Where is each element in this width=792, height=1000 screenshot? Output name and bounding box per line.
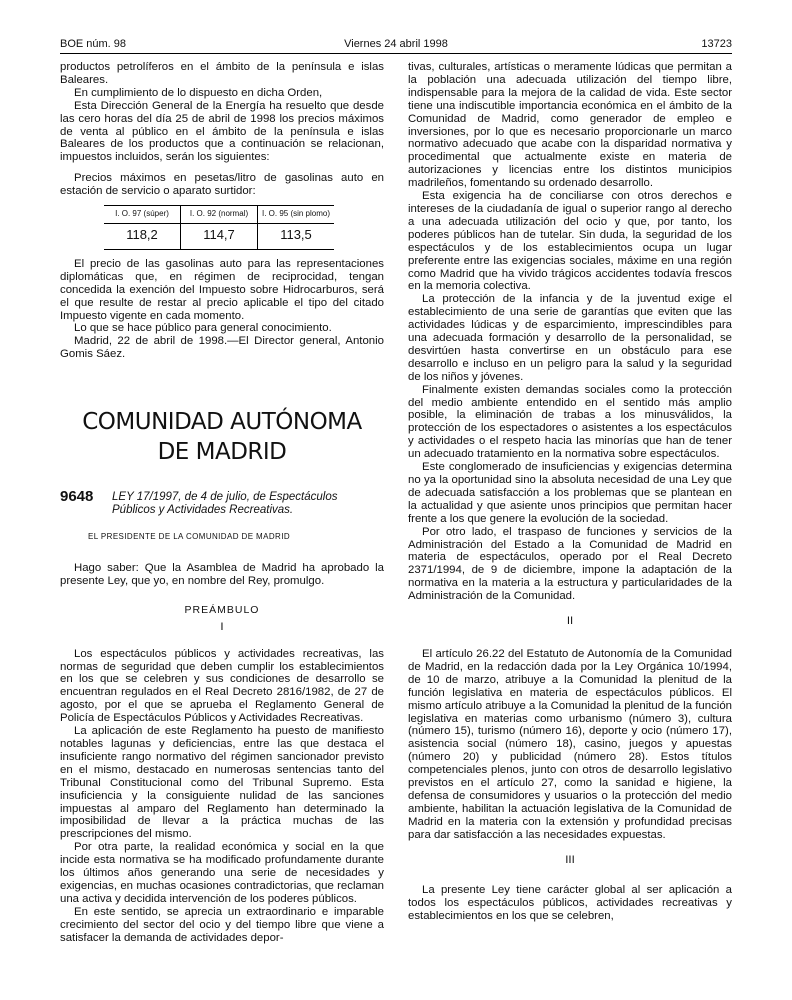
paragraph: La protección de la infancia y de la juventud exige el establecimiento de una serie de garantías que eviten que las actividades lúdicas y de esparcimiento, imprescindibles para una adecuada formación y desarrollo de la personalidad, se desvirtúen hasta convertirse en un obstáculo para ese desarrollo e incluso en un peligro para la salud y la seguridad de los niños y jóvenes. <box>408 293 732 383</box>
price-value: 114,7 <box>181 223 258 249</box>
roman-numeral: II <box>566 615 574 628</box>
price-table-header: I. O. 97 (súper) <box>104 206 181 224</box>
paragraph: La aplicación de este Reglamento ha puesto de manifiesto notables lagunas y deficiencias, entre las que destaca el insuficiente rango normativo del régimen sancionador previsto en el mismo, destacado en numerosas sentencias tanto del Tribunal Constitucional como del Tribunal Supremo. Esta insuficiencia y la consiguiente nulidad de las sanciones impuestas al amparo del Reglamento han determinado la imposibilidad de llevar a la práctica muchas de las prescripciones del mismo. <box>60 725 384 841</box>
paragraph: Este conglomerado de insuficiencias y exigencias determina no ya la oportunidad sino la absoluta necesidad de una Ley que de adecuada satisfacción a los problemas que se plantean en la actualidad y que asiente unos principios que permitan hacer frente a los que genere la evolución de la sociedad. <box>408 461 732 525</box>
paragraph: Hago saber: Que la Asamblea de Madrid ha aprobado la presente Ley, que yo, en nombre del Rey, promulgo. <box>60 562 384 587</box>
price-value: 118,2 <box>126 226 158 242</box>
paragraph: Por otra parte, la realidad económica y social en la que incide esta normativa se ha modificado profundamente durante los últimos años generando una serie de necesidades y exigencias, en muchas ocasiones contradictorias, que reclaman una activa y decidida intervención de los poderes públicos. <box>60 841 384 905</box>
law-number: 9648 <box>60 488 94 506</box>
issue-date: Viernes 24 abril 1998 <box>344 38 448 50</box>
paragraph: productos petrolíferos en el ámbito de la península e islas Baleares. <box>60 61 384 86</box>
price-table-value-row <box>104 223 334 249</box>
president-line: EL PRESIDENTE DE LA COMUNIDAD DE MADRID <box>88 532 291 542</box>
signature-line: Madrid, 22 de abril de 1998.—El Director general, Antonio Gomis Sáez. <box>60 335 384 361</box>
law-title: LEY 17/1997, de 4 de julio, de Espectáculos Públicos y Actividades Recreativas. <box>112 491 338 517</box>
roman-numeral: I <box>220 620 224 633</box>
price-table-caption: Precios máximos en pesetas/litro de gasolinas auto en estación de servicio o aparato surtidor: <box>60 172 384 198</box>
section-heading <box>60 407 384 467</box>
price-table <box>104 205 334 250</box>
paragraph: El artículo 26.22 del Estatuto de Autonomía de la Comunidad de Madrid, en la redacción dada por la Ley Orgánica 10/1994, de 10 de marzo, atribuye a la Comunidad la plenitud de la función legislativa en materia de espectáculos públicos. El mismo artículo atribuye a la Comunidad la plenitud de la función legislativa en materias como urbanismo (número 3), cultura (número 15), turismo (número 16), deporte y ocio (número 17), asistencia social (número 18), casino, juegos y apuestas (número 20) y publicidad (número 28). Estos títulos competenciales plenos, junto con otros de desarrollo legislativo previstos en el artículo 27, como la sanidad e higiene, la defensa de consumidores y usuarios o la protección del medio ambiente, habilitan la actuación legislativa de la Comunidad de Madrid en la materia con la extensión y profundidad precisas para dar satisfacción a las necesidades expuestas. <box>408 647 732 841</box>
price-table-header: I. O. 95 (sin plomo) <box>258 206 335 224</box>
community-heading-line2: DE MADRID <box>157 439 287 466</box>
paragraph: tivas, culturales, artísticas o meramente lúdicas que permitan a la población una adecuada utilización del tiempo libre, indispensable para la mejora de la calidad de vida. Este sector tiene una indiscutible importancia económica en el ámbito de la Comunidad de Madrid, como generador de empleo e inversiones, por lo que es necesario proporcionarle un marco normativo adecuado que acabe con la disparidad normativa y procedimental que actualmente existe en materia de autorizaciones y licencias entre los distintos municipios madrileños, fomentando su ordenado desarrollo. <box>408 61 732 190</box>
page-header <box>60 38 732 52</box>
law-entry <box>60 488 384 517</box>
paragraph: En este sentido, se aprecia un extraordinario e imparable crecimiento del sector del ocio y del tiempo libre que viene a satisfacer la demanda de actividades depor- <box>60 905 384 944</box>
paragraph: En cumplimiento de lo dispuesto en dicha Orden, <box>74 86 323 99</box>
page-number: 13723 <box>701 38 732 50</box>
right-column <box>408 61 732 923</box>
community-heading-line1: COMUNIDAD AUTÓNOMA <box>82 409 362 436</box>
journal-issue: BOE núm. 98 <box>60 38 127 50</box>
paragraph: Por otro lado, el traspaso de funciones y servicios de la Administración del Estado a la Comunidad de Madrid en materia de espectáculos, operado por el Real Decreto 2371/1994, de 9 de diciembre, impone la adaptación de la normativa en la materia a la estructura y particularidades de la Administración de la Comunidad. <box>408 525 732 603</box>
price-table-header-row <box>104 206 334 224</box>
paragraph: Finalmente existen demandas sociales como la protección del medio ambiente entendido en el sentido más amplio posible, la eliminación de trabas a los minusválidos, la protección de los espectadores o asistentes a los espectáculos y actividades o el respeto hacia las minorías que han de tener un adecuado tratamiento en la normativa sobre espectáculos. <box>408 383 732 461</box>
paragraph: El precio de las gasolinas auto para las representaciones diplomáticas que, en régimen de reciprocidad, tengan concedida la exención del Impuesto sobre Hidrocarburos, será el que resulte de restar al precio aplicable el tipo del citado Impuesto vigente en cada momento. <box>60 257 384 322</box>
price-value: 113,5 <box>258 223 335 249</box>
paragraph: Esta Dirección General de la Energía ha resuelto que desde las cero horas del día 25 de abril de 1998 los precios máximos de venta al público en el ámbito de la península e islas Baleares de los productos que a continuación se relacionan, impuestos incluidos, serán los siguientes: <box>60 99 384 164</box>
paragraph: Los espectáculos públicos y actividades recreativas, las normas de seguridad que deben cumplir los establecimientos en los que se celebren y sus condiciones de desarrollo se encuentran regulados en el Real Decreto 2816/1982, de 27 de agosto, por el que se aprueba el Reglamento General de Policía de Espectáculos Públicos y Actividades Recreativas. <box>60 647 384 725</box>
paragraph: Lo que se hace público para general conocimiento. <box>74 322 332 335</box>
roman-numeral: III <box>565 853 575 866</box>
preamble-title: PREÁMBULO <box>184 603 260 616</box>
header-rule <box>60 53 732 54</box>
price-table-header: I. O. 92 (normal) <box>181 206 258 224</box>
left-column <box>60 61 384 945</box>
paragraph: Esta exigencia ha de conciliarse con otros derechos e intereses de la ciudadanía de igual o superior rango al derecho a una adecuada utilización del ocio y que, por tanto, los poderes públicos han de tutelar. Sin duda, la seguridad de los espectáculos y de los establecimientos ocupa un lugar preferente entre las exigencias sociales, máxime en una región como Madrid que ha vivido trágicos accidentes todavía frescos en la memoria colectiva. <box>408 190 732 293</box>
paragraph: La presente Ley tiene carácter global al ser aplicación a todos los espectáculos públicos, actividades recreativas y establecimientos en los que se celebren, <box>408 884 732 923</box>
